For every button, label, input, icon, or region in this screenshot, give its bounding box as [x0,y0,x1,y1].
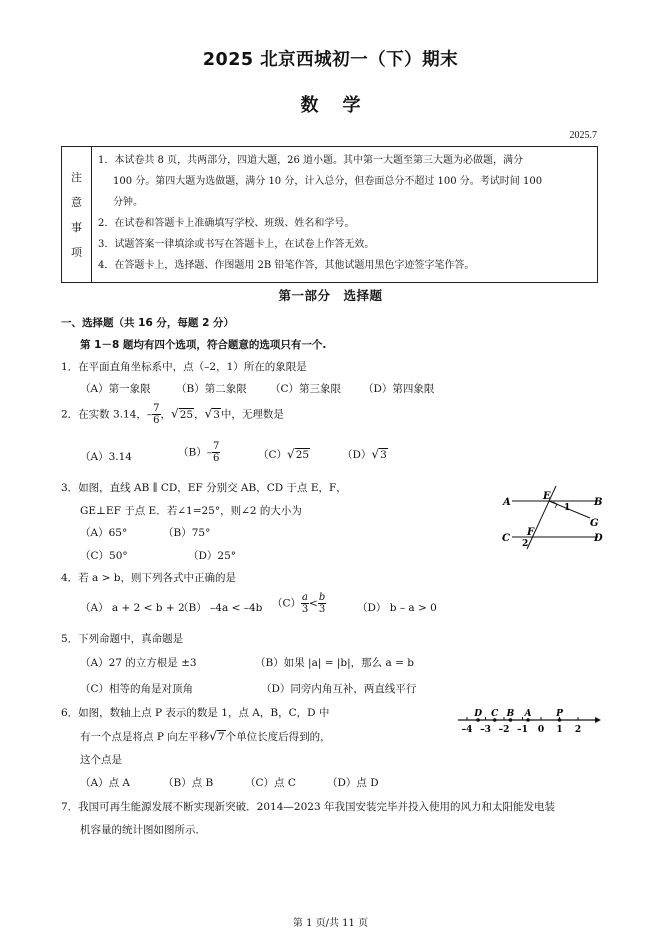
q2-b-den: 6 [212,453,220,464]
part-title: 第一部分 选择题 [278,288,383,303]
q7-stem-line1: 7．我国可再生能源发展不断实现新突破．2014—2023 年我国安装完毕并投入使用的风力和太阳能发电装 [61,801,555,813]
section-intro: 第 1－8 题均有四个选项，符合题意的选项只有一个. [80,339,327,351]
q4-stem: 4．若 a > b，则下列各式中正确的是 [61,572,236,584]
axis-tick-label: –4 [461,725,473,735]
q3-figure [498,484,610,550]
q1-stem: 1．在平面直角坐标系中，点（–2，1）所在的象限是 [61,361,307,373]
q3-option-d: （D）25° [188,550,237,562]
q4-c-den-b: 3 [318,604,326,615]
notice-label-char: 注 [71,170,82,184]
exam-title: 2025 北京西城初一（下）期末 [202,50,459,70]
page-footer: 第 1 页/共 11 页 [292,918,369,929]
q6-option-b: （B）点 B [163,777,214,789]
notice-label-char: 意 [71,195,82,209]
q1-option-b: （B）第二象限 [176,383,247,395]
subject-title: 数学 [300,95,385,116]
notice-item-1: 1．本试卷共 8 页，共两部分，四道大题，26 道小题。其中第一大题至第三大题为必做题，满分 [98,155,523,166]
axis-tick-label: –3 [480,725,491,735]
q2-option-c: （C）√25 [258,447,310,461]
axis-tick-label: 1 [556,725,563,735]
label-b: B [594,497,603,508]
q3-option-c: （C）50° [80,550,128,562]
q5-option-c: （C）相等的角是对顶角 [80,683,194,695]
q3-option-a: （A）65° [80,527,128,539]
q1-option-d: （D）第四象限 [363,383,435,395]
q2-sqrt-3: 3 [213,408,220,421]
q2-frac-den: 6 [153,415,160,426]
q2-comma: ， [160,408,172,421]
q4-option-d: （D） b – a > 0 [357,602,437,614]
q2-comma: ， [194,408,205,421]
q2-fraction [152,403,160,426]
q6-stem-line2: 有一个点是将点 P 向左平移√7个单位长度后得到的， [80,729,331,743]
q2-stem-pre: 2．在实数 3.14， [61,408,147,421]
q7-stem-line2: 机容量的统计图如图所示． [80,824,206,836]
q5-option-b: （B）如果 |a| = |b|，那么 a = b [255,657,414,669]
q1-option-c: （C）第三象限 [270,383,342,395]
q2-stem: 2．在实数 3.14，– $\frac{7}{6}$ ，√25，√3中，无理数是 [61,403,284,426]
notice-item-3: 3．试题答案一律填涂或书写在答题卡上，在试卷上作答无效。 [98,239,375,250]
axis-point-label: A [524,709,532,719]
q4-c-frac-a [301,592,309,615]
axis-tick-label: –2 [498,725,510,735]
q6-option-c: （C）点 C [245,777,296,789]
q4-option-c [272,592,326,615]
section-title: 一、选择题（共 16 分，每题 2 分） [61,317,235,329]
notice-box [61,146,598,283]
q4-c-frac-b [318,592,326,615]
q6-number-line [455,706,605,738]
q4-c-num-a: a [302,592,309,603]
q2-option-d-label: （D） [342,449,372,461]
axis-tick-label: 2 [574,725,582,735]
axis-arrow [595,717,601,723]
axis-point-label: P [556,709,563,719]
q2-b-neg: – [206,446,212,459]
axis-tick-label: –1 [517,725,528,735]
label-c: C [502,533,510,544]
q5-stem: 5．下列命题中，真命题是 [61,633,184,645]
label-e: E [543,491,551,502]
line-ef [527,486,556,549]
q6-stem-line3: 这个点是 [80,754,122,766]
angle-1: 1 [564,503,571,513]
q6-sqrt-7: 7 [217,731,225,743]
angle-2: 2 [522,539,529,549]
q2-stem-post: 中，无理数是 [220,408,284,421]
axis-point-label: B [506,709,515,719]
q2-option-b [178,441,220,464]
axis-point-label: C [491,709,499,719]
label-a: A [503,497,511,508]
label-d: D [594,533,603,544]
notice-label-char: 项 [71,245,82,259]
q2-option-b-label: （B） [178,446,207,459]
notice-item-1-cont: 分钟。 [113,197,143,208]
q4-option-b: （B） –4a < –4b [178,602,263,614]
q6-line2-pre: 有一个点是将点 P 向左平移 [80,731,210,743]
q3-option-b: （B）75° [163,527,211,539]
q5-option-a: （A）27 的立方根是 ±3 [80,657,197,669]
exam-date: 2025.7 [569,130,597,141]
q4-c-num-b: b [318,592,326,603]
q2-d-sqrt: 3 [380,449,387,461]
notice-body [98,150,592,276]
q6-option-d: （D）点 D [327,777,379,789]
q5-option-d: （D）同旁内角互补，两直线平行 [261,683,417,695]
q4-c-den-a: 3 [301,604,309,615]
notice-item-2: 2．在试卷和答题卡上准确填写学校、班级、姓名和学号。 [98,218,355,229]
q6-option-a: （A）点 A [80,777,131,789]
notice-item-1-cont: 100 分。第四大题为选做题，满分 10 分，计入总分，但卷面总分不超过 100 分。考试时间 100 [113,176,543,187]
q3-stem-line1: 3．如图，直线 AB ∥ CD，EF 分别交 AB，CD 于点 E，F， [61,482,347,494]
q4-option-c-label: （C） [272,597,302,610]
notice-item-4: 4．在答题卡上，选择题、作图题用 2B 铅笔作答，其他试题用黑色字迹签字笔作答。 [98,260,475,271]
q4-option-a: （A） a + 2 < b + 2 [80,602,185,614]
q2-b-num: 7 [212,441,220,452]
q2-option-c-label: （C） [258,449,288,461]
q2-option-a: （A）3.14 [80,451,132,463]
q3-stem-line2: GE⊥EF 于点 E．若∠1=25°，则∠2 的大小为 [80,505,302,517]
axis-point-label: D [474,709,483,719]
q2-neg: – [146,408,153,421]
q2-option-d: （D）√3 [342,447,387,461]
q2-c-sqrt: 25 [295,449,310,461]
notice-label-char: 事 [71,220,82,234]
q1-option-a: （A）第一象限 [80,383,151,395]
q2-b-fraction [212,441,220,464]
q6-line2-post: 个单位长度后得到的， [225,731,331,743]
notice-label [62,147,92,282]
q2-sqrt-25: 25 [179,408,194,421]
axis-tick-label: 0 [537,725,545,735]
q2-frac-num: 7 [153,403,160,414]
q6-stem-line1: 6．如图，数轴上点 P 表示的数是 1，点 A，B，C，D 中 [61,707,330,719]
q4-c-lt: < [309,597,318,610]
label-f: F [527,527,535,538]
label-g: G [590,518,599,529]
